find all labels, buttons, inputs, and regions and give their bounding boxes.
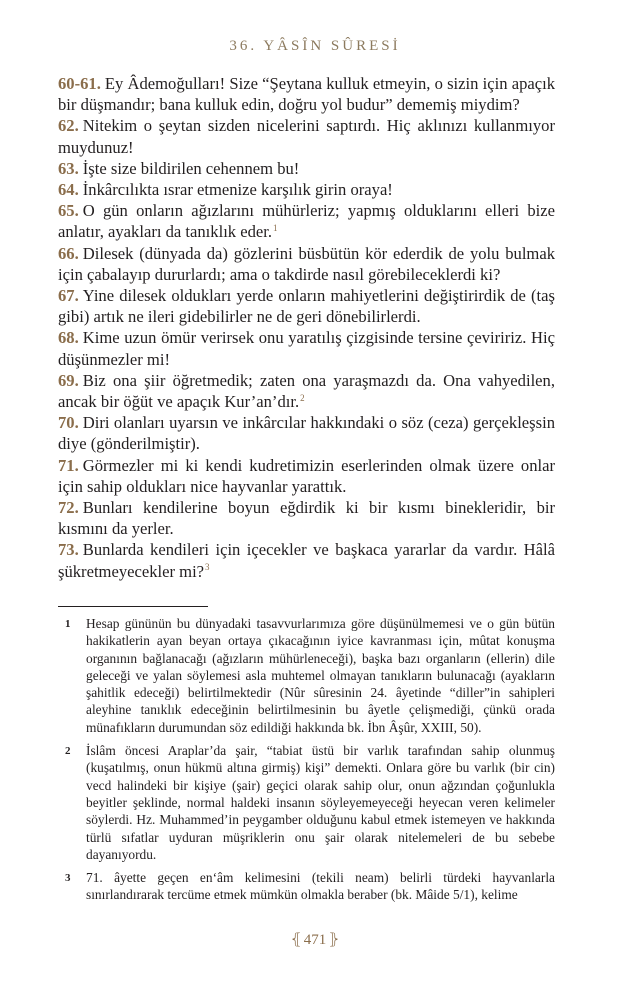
- verse-64: [58, 179, 555, 200]
- verse-63: [58, 158, 555, 179]
- verse-number: 64.: [58, 180, 79, 200]
- right-ornament-icon: ⦄: [328, 932, 340, 948]
- verse-text: Kime uzun ömür verirsek onu yaratılış çizgisinde tersine çeviririz. Hiç düşünmezler mi!: [58, 328, 555, 369]
- verse-73: [58, 539, 555, 581]
- footnote-ref-2[interactable]: 2: [300, 392, 305, 403]
- verse-number: 66.: [58, 243, 79, 263]
- verse-text: Nitekim o şeytan sizden nicelerini saptırdı. Hiç aklınızı kullanmıyor muydunuz!: [58, 116, 555, 157]
- footnote-2: [58, 742, 555, 863]
- verse-68: [58, 327, 555, 369]
- footnote-ref-1[interactable]: 1: [273, 222, 278, 233]
- verse-69: [58, 370, 555, 412]
- footnote-number: 2: [65, 745, 71, 758]
- verse-text: Ey Âdemoğulları! Size “Şeytana kulluk etmeyin, o sizin için apaçık bir düşmandır; bana kulluk edin, doğru yol budur” dememiş miydim?: [58, 74, 555, 115]
- footnote-1: [58, 615, 555, 736]
- verse-number: 69.: [58, 370, 79, 390]
- page-number: 471: [303, 932, 327, 948]
- footnote-text: 71. âyette geçen en‘âm kelimesini (tekili neam) belirli türdeki hayvanlarla sınırlandırarak tercüme etmek mümkün olmakla beraber (bk. Mâide 5/1), kelime: [86, 870, 555, 903]
- verse-65: [58, 200, 555, 242]
- verse-text: Dilesek (dünyada da) gözlerini büsbütün kör ederdik de yolu bulmak için çabalayıp dururlardı; ama o takdirde nasıl görebileceklerdi ki?: [58, 243, 555, 284]
- verse-62: [58, 115, 555, 157]
- verse-number: 70.: [58, 413, 79, 433]
- verse-text: Bunlarda kendileri için içecekler ve başkaca yararlar da vardır. Hâlâ şükretmeyecekler mi?: [58, 540, 555, 581]
- verse-text: Yine dilesek oldukları yerde onların mahiyetlerini değiştirirdik de (taş gibi) artık ne ileri gidebilirler ne de geri dönebilirlerdi.: [58, 286, 555, 327]
- verse-number: 72.: [58, 498, 79, 518]
- verse-text: Diri olanları uyarsın ve inkârcılar hakkındaki o söz (ceza) gerçekleşsin diye (gönderilmiştir).: [58, 413, 555, 454]
- verse-number: 67.: [58, 286, 79, 306]
- verse-text: İnkârcılıkta ısrar etmenize karşılık girin oraya!: [82, 180, 393, 200]
- verse-number: 68.: [58, 328, 79, 348]
- verse-text: İşte size bildirilen cehennem bu!: [82, 158, 300, 178]
- verse-number: 71.: [58, 455, 79, 475]
- left-ornament-icon: ⦃: [290, 932, 302, 948]
- footnote-ref-3[interactable]: 3: [205, 562, 210, 573]
- verse-text: Görmezler mi ki kendi kudretimizin eserlerinden olmak üzere onlar için sahip oldukları nice hayvanlar yarattık.: [58, 455, 555, 496]
- verse-text: Biz ona şiir öğretmedik; zaten ona yaraşmazdı da. Ona vahyedilen, ancak bir öğüt ve apaçık Kur’an’dır.: [58, 370, 555, 412]
- footnote-separator: [58, 606, 208, 607]
- verse-number: 73.: [58, 540, 79, 560]
- page-number-footer: [0, 930, 630, 949]
- footnote-number: 1: [65, 618, 71, 630]
- running-header: 36. YÂSÎN SÛRESİ: [229, 38, 401, 54]
- footnotes-block: [58, 615, 555, 910]
- verse-text: Bunları kendilerine boyun eğdirdik ki bir kısmı binekleridir, bir kısmını da yerler.: [58, 498, 555, 539]
- footnote-3: [58, 869, 555, 904]
- verse-67: [58, 285, 555, 327]
- verse-text-block: [58, 73, 555, 582]
- verse-70: [58, 412, 555, 454]
- verse-66: [58, 243, 555, 285]
- footnote-text: İslâm öncesi Araplar’da şair, “tabiat üstü bir varlık tarafından sahip olunmuş (kuşatılmış, onun hükmü altına girmiş) kişi” demekti. Onlara göre bu varlık (bir cin) vecd halindeki bir kişiye (şair) geçici olarak sahip olur, onun ağzından çoğunlukla beyitler şeklinde, normal haldeki insanın söyleyemeyeceği heyecan veren kelimeler söylerdi. Hz. Muhammed’in peygamber olduğunu kabul etmek istemeyen ve hakkında türlü sıfatlar uyduran müşriklerin onu şair olarak nitelemeleri de bu sebebe dayanıyordu.: [86, 743, 555, 862]
- footnote-text: Hesap gününün bu dünyadaki tasavvurlarımıza göre düşünülmemesi ve o gün bütün hakikatlerin ayan beyan ortaya çıkacağının iyice kavranması için, mûtat konuşma organının bağlanacağı (ağızların mühürleneceği), başka bazı organların (ellerin) dile geleceği ve yalan söylemesi asla muhtemel olmayan tanıkların bulunacağı (ayakların şahitlik edeceği) belirtilmektedir (Nûr sûresinin 24. âyetinde “diller”in sahipleri aleyhine tanıklık edeceğinin belirtilmesinin bu âyetle çelişmediği, çünkü orada münafıkların durumundan söz edildiği hakkında bk. İbn Âşûr, XXIII, 50).: [86, 616, 555, 735]
- verse-71: [58, 455, 555, 497]
- verse-72: [58, 497, 555, 539]
- verse-number: 62.: [58, 116, 79, 136]
- verse-number: 63.: [58, 158, 79, 178]
- verse-number: 65.: [58, 201, 79, 221]
- footnote-number: 3: [65, 872, 71, 885]
- verse-number: 60-61.: [58, 74, 101, 93]
- verse-60-61: [58, 73, 555, 115]
- verse-text: O gün onların ağızlarını mühürleriz; yapmış olduklarını elleri bize anlatır, ayakları da tanıklık eder.: [58, 201, 555, 242]
